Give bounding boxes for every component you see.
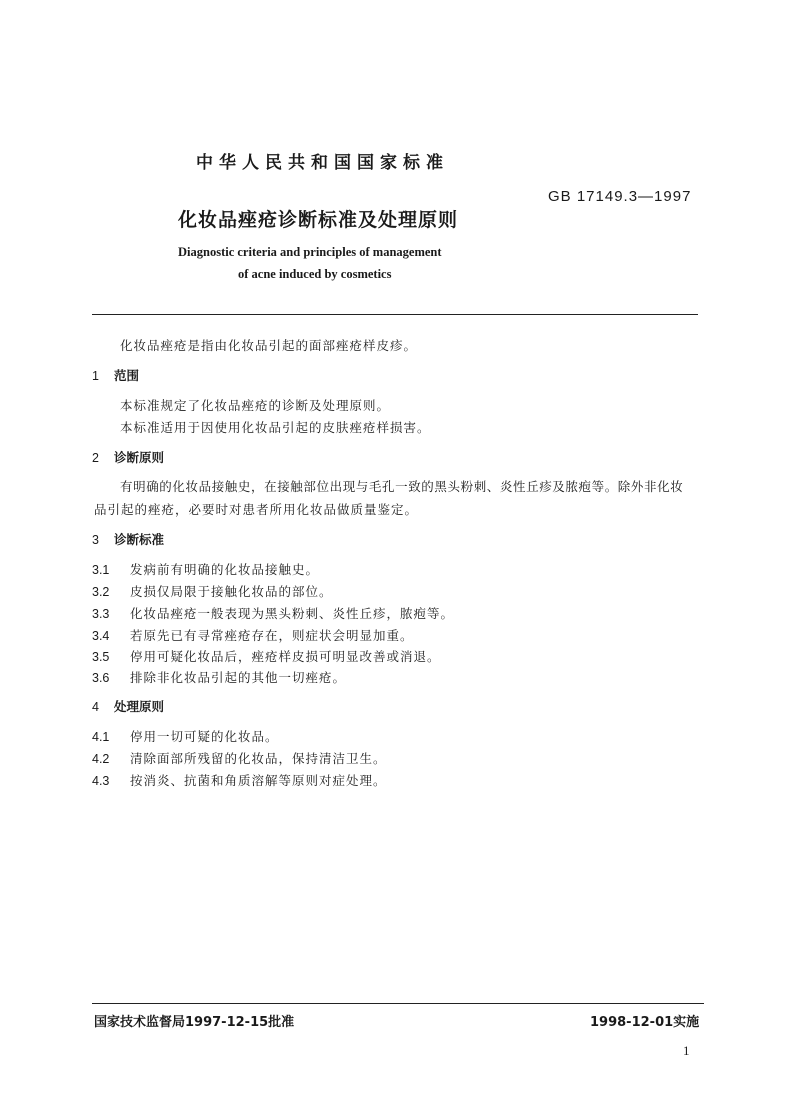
section-2-heading: [92, 448, 164, 466]
section-4-heading: [92, 697, 164, 715]
section-1-paragraph-1: 本标准规定了化妆品痤疮的诊断及处理原则。: [120, 398, 391, 413]
section-title: 诊断标准: [114, 532, 165, 547]
list-item: 4.2 清除面部所残留的化妆品，保持清洁卫生。: [92, 751, 387, 766]
section-3-heading: [92, 530, 164, 548]
list-item: 4.1 停用一切可疑的化妆品。: [92, 729, 279, 744]
section-number: 1: [92, 369, 99, 383]
implementation-date: 1998-12-01实施: [590, 1015, 700, 1030]
section-2-line-1: 有明确的化妆品接触史，在接触部位出现与毛孔一致的黑头粉刺、炎性丘疹及脓疱等。除外非化妆: [120, 479, 684, 494]
section-title: 范围: [114, 368, 140, 383]
english-title-line-2: of acne induced by cosmetics: [238, 267, 392, 281]
page-title: 化妆品痤疮诊断标准及处理原则: [178, 209, 459, 231]
section-title: 诊断原则: [114, 450, 165, 465]
section-title: 处理原则: [114, 699, 165, 714]
section-number: 3: [92, 533, 99, 547]
section-number: 2: [92, 451, 99, 465]
approval-date: 国家技术监督局1997-12-15批准: [94, 1015, 295, 1030]
section-1-heading: [92, 366, 139, 384]
section-2-line-2: 品引起的痤疮，必要时对患者所用化妆品做质量鉴定。: [94, 502, 419, 517]
header-divider: [92, 314, 698, 315]
intro-paragraph: 化妆品痤疮是指由化妆品引起的面部痤疮样皮疹。: [120, 338, 418, 353]
list-item: 3.1 发病前有明确的化妆品接触史。: [92, 562, 320, 577]
list-item: 4.3 按消炎、抗菌和角质溶解等原则对症处理。: [92, 773, 387, 788]
list-item: 3.6 排除非化妆品引起的其他一切痤疮。: [92, 670, 347, 685]
section-number: 4: [92, 700, 99, 714]
list-item: 3.4 若原先已有寻常痤疮存在，则症状会明显加重。: [92, 628, 414, 643]
footer-divider: [92, 1003, 704, 1004]
page-number: 1: [683, 1043, 690, 1058]
national-standard-label: 中华人民共和国国家标准: [196, 153, 449, 173]
standard-code: GB 17149.3—1997: [548, 188, 692, 205]
list-item: 3.2 皮损仅局限于接触化妆品的部位。: [92, 584, 333, 599]
english-title-line-1: Diagnostic criteria and principles of management: [178, 245, 442, 259]
list-item: 3.3 化妆品痤疮一般表现为黑头粉刺、炎性丘疹，脓疱等。: [92, 606, 455, 621]
list-item: 3.5 停用可疑化妆品后，痤疮样皮损可明显改善或消退。: [92, 649, 441, 664]
section-1-paragraph-2: 本标准适用于因使用化妆品引起的皮肤痤疮样损害。: [120, 420, 431, 435]
